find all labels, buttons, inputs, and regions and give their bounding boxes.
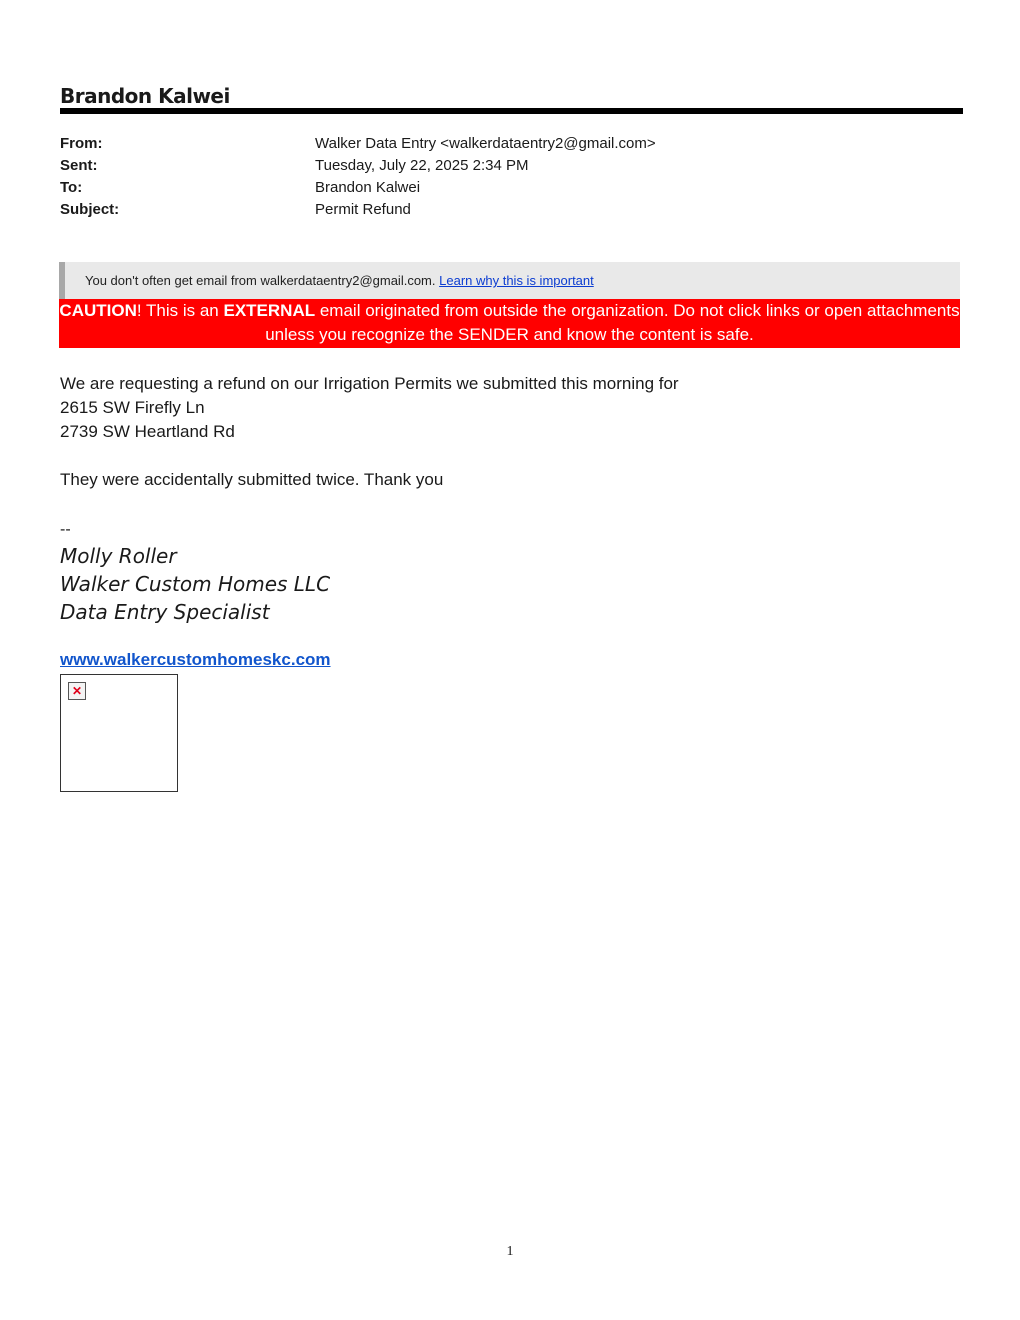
notice-text: You don't often get email from walkerdataentry2@gmail.com.: [85, 273, 436, 288]
email-body: [60, 372, 679, 492]
subject-label: Subject:: [60, 201, 120, 218]
signature-name: Molly Roller: [60, 544, 177, 568]
broken-image-icon: ✕: [68, 682, 86, 700]
external-word: EXTERNAL: [223, 301, 316, 320]
address-line: 2615 SW Firefly Ln: [60, 398, 205, 417]
sent-value: Tuesday, July 22, 2025 2:34 PM: [315, 157, 529, 174]
caution-text-2: email originated from outside the organization. Do not click links or open attachments unless you recognize the SENDER and know the content is safe.: [265, 301, 960, 344]
website-link[interactable]: www.walkercustomhomeskc.com: [60, 650, 331, 669]
meta-row-from: [60, 133, 656, 155]
signature-company: Walker Custom Homes LLC: [60, 572, 331, 596]
email-meta: [60, 133, 656, 221]
caution-text-1: ! This is an: [136, 301, 224, 320]
meta-row-subject: [60, 199, 656, 221]
header-divider: [60, 108, 963, 114]
meta-row-sent: [60, 155, 656, 177]
mailbox-owner-title: Brandon Kalwei: [60, 84, 230, 108]
to-label: To:: [60, 179, 83, 196]
page-number: 1: [506, 1244, 514, 1259]
signature-image-placeholder[interactable]: [60, 674, 178, 792]
from-value: Walker Data Entry <walkerdataentry2@gmail.com>: [315, 135, 656, 152]
closing-line: They were accidentally submitted twice. Thank you: [60, 470, 444, 489]
address-line: 2739 SW Heartland Rd: [60, 422, 235, 441]
meta-row-to: [60, 177, 656, 199]
signature-block: [60, 518, 330, 626]
first-contact-notice: [59, 262, 960, 299]
from-label: From:: [60, 135, 103, 152]
sent-label: Sent:: [60, 157, 98, 174]
learn-why-link[interactable]: Learn why this is important: [439, 273, 594, 288]
subject-value: Permit Refund: [315, 201, 411, 218]
external-caution-banner: [59, 299, 960, 348]
body-line: We are requesting a refund on our Irrigation Permits we submitted this morning for: [60, 374, 679, 393]
signature-role: Data Entry Specialist: [60, 600, 270, 624]
caution-word: CAUTION: [59, 301, 137, 320]
signature-separator: --: [60, 521, 71, 538]
to-value: Brandon Kalwei: [315, 179, 421, 196]
